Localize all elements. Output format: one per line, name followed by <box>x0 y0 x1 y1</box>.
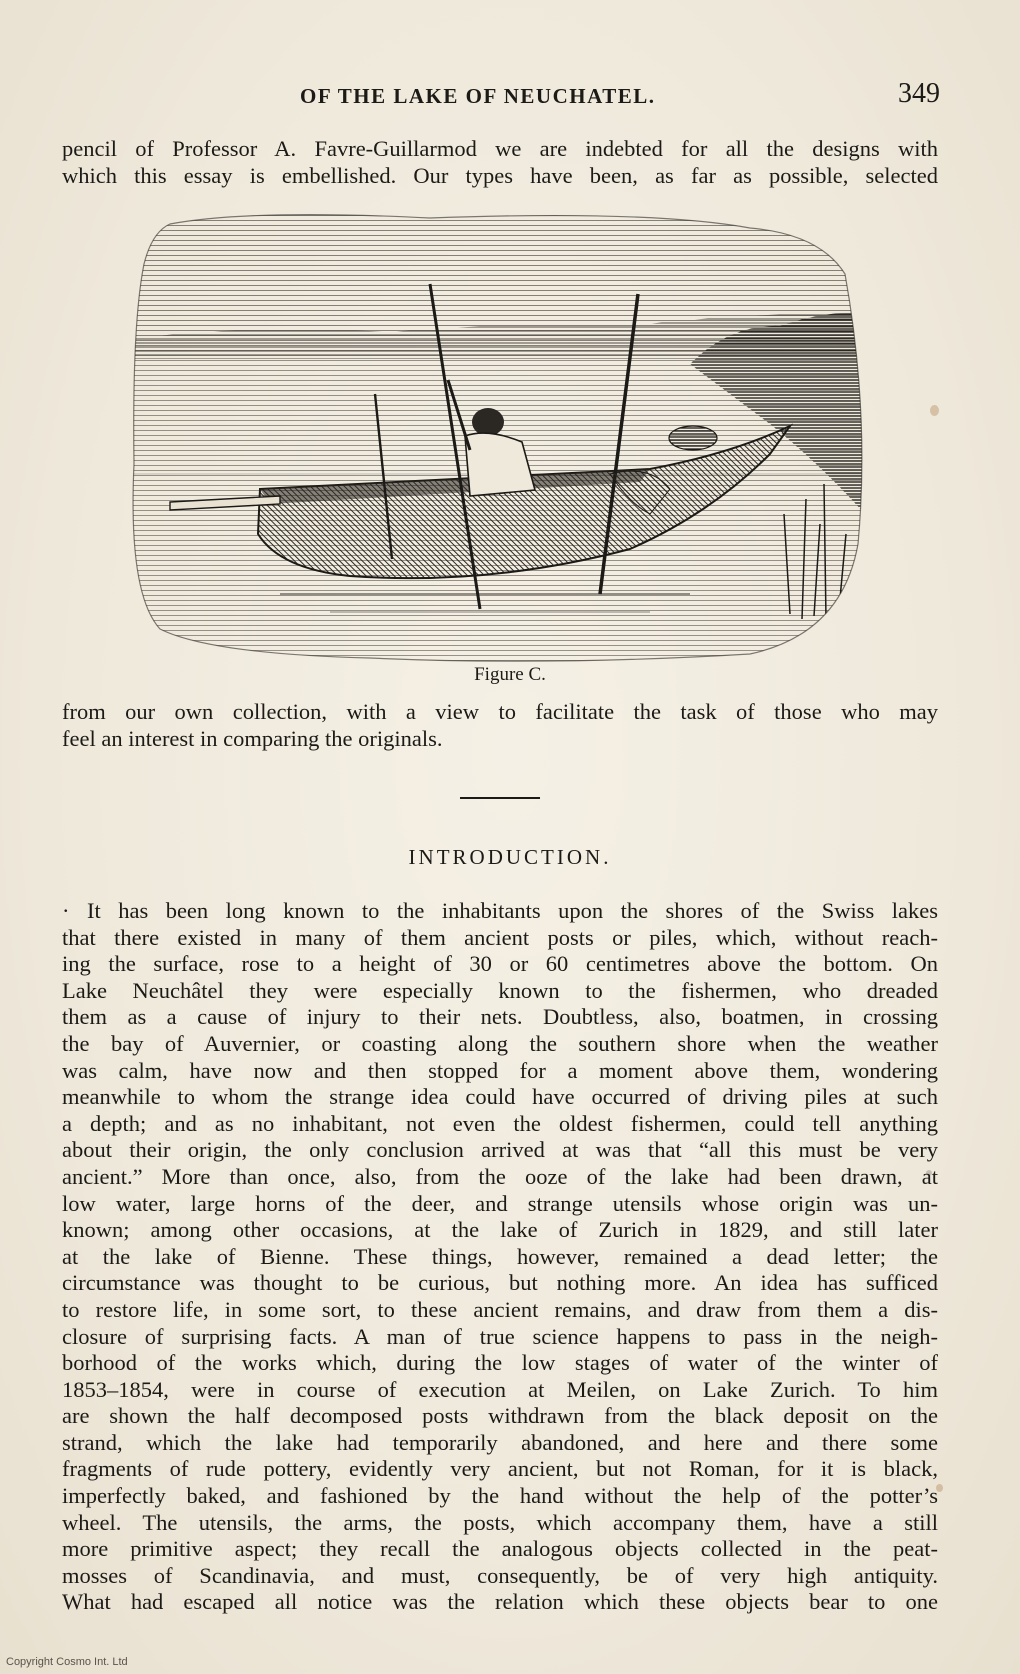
text-line: to restore life, in some sort, to these ancient remains, and draw from them a dis- <box>62 1296 938 1322</box>
text-line: low water, large horns of the deer, and strange utensils whose origin was un- <box>62 1190 938 1216</box>
text-line: strand, which the lake had temporarily abandoned, and here and there some <box>62 1429 938 1455</box>
lake-boat-engraving <box>130 214 865 664</box>
copyright-notice: Copyright Cosmo Int. Ltd <box>6 1656 128 1668</box>
text-line: · It has been long known to the inhabitants upon the shores of the Swiss lakes <box>62 898 938 923</box>
text-line: about their origin, the only conclusion arrived at was that “all this must be very <box>62 1137 938 1163</box>
text-line: meanwhile to whom the strange idea could have occurred of driving piles at such <box>62 1084 938 1110</box>
text-line: them as a cause of injury to their nets. Doubtless, also, boatmen, in crossing <box>62 1004 938 1030</box>
text-line: wheel. The utensils, the arms, the posts, which accompany them, have a still <box>62 1509 938 1535</box>
text-line: What had escaped all notice was the relation which these objects bear to one <box>62 1589 938 1615</box>
text-line: at the lake of Bienne. These things, however, remained a dead letter; the <box>62 1243 938 1269</box>
text-line: which this essay is embellished. Our types have been, as far as possible, selected <box>62 162 938 188</box>
text-line: borhood of the works which, during the low stages of water of the winter of <box>62 1350 938 1376</box>
page-number: 349 <box>898 78 940 109</box>
text-line: that there existed in many of them ancient posts or piles, which, without reach- <box>62 924 938 950</box>
text-line: ancient.” More than once, also, from the ooze of the lake had been drawn, at <box>62 1163 938 1189</box>
paragraph-after-figure <box>62 699 938 752</box>
text-line: known; among other occasions, at the lake of Zurich in 1829, and still later <box>62 1217 938 1243</box>
figure-caption: Figure C. <box>474 664 546 685</box>
text-line: from our own collection, with a view to facilitate the task of those who may <box>62 699 938 724</box>
text-line: 1853–1854, were in course of execution at Meilen, on Lake Zurich. To him <box>62 1376 938 1402</box>
running-title: OF THE LAKE OF NEUCHATEL. <box>300 84 656 108</box>
figure-engraving <box>130 214 865 664</box>
paper-stain <box>930 405 939 416</box>
text-line: pencil of Professor A. Favre-Guillarmod we are indebted for all the designs with <box>62 136 938 161</box>
text-line: more primitive aspect; they recall the analogous objects collected in the peat- <box>62 1536 938 1562</box>
text-line: was calm, have now and then stopped for a moment above them, wondering <box>62 1057 938 1083</box>
text-line: ing the surface, rose to a height of 30 or 60 centimetres above the bottom. On <box>62 951 938 977</box>
text-line: closure of surprising facts. A man of true science happens to pass in the neigh- <box>62 1323 938 1349</box>
text-line: circumstance was thought to be curious, but nothing more. An idea has sufficed <box>62 1270 938 1296</box>
text-line: fragments of rude pottery, evidently very ancient, but not Roman, for it is black, <box>62 1456 938 1482</box>
introduction-body <box>62 898 938 1616</box>
text-line: imperfectly baked, and fashioned by the hand without the help of the potter’s <box>62 1483 938 1509</box>
text-line: a depth; and as no inhabitant, not even the oldest fishermen, could tell anything <box>62 1110 938 1136</box>
section-heading: INTRODUCTION. <box>408 845 612 869</box>
text-line: mosses of Scandinavia, and must, consequently, be of very high antiquity. <box>62 1562 938 1588</box>
text-line: Lake Neuchâtel they were especially known to the fishermen, who dreaded <box>62 977 938 1003</box>
section-divider <box>460 797 540 799</box>
text-line: the bay of Auvernier, or coasting along the southern shore when the weather <box>62 1030 938 1056</box>
text-line: are shown the half decomposed posts withdrawn from the black deposit on the <box>62 1403 938 1429</box>
paragraph-top <box>62 136 938 189</box>
running-head <box>60 78 940 118</box>
text-line: feel an interest in comparing the originals. <box>62 725 443 751</box>
